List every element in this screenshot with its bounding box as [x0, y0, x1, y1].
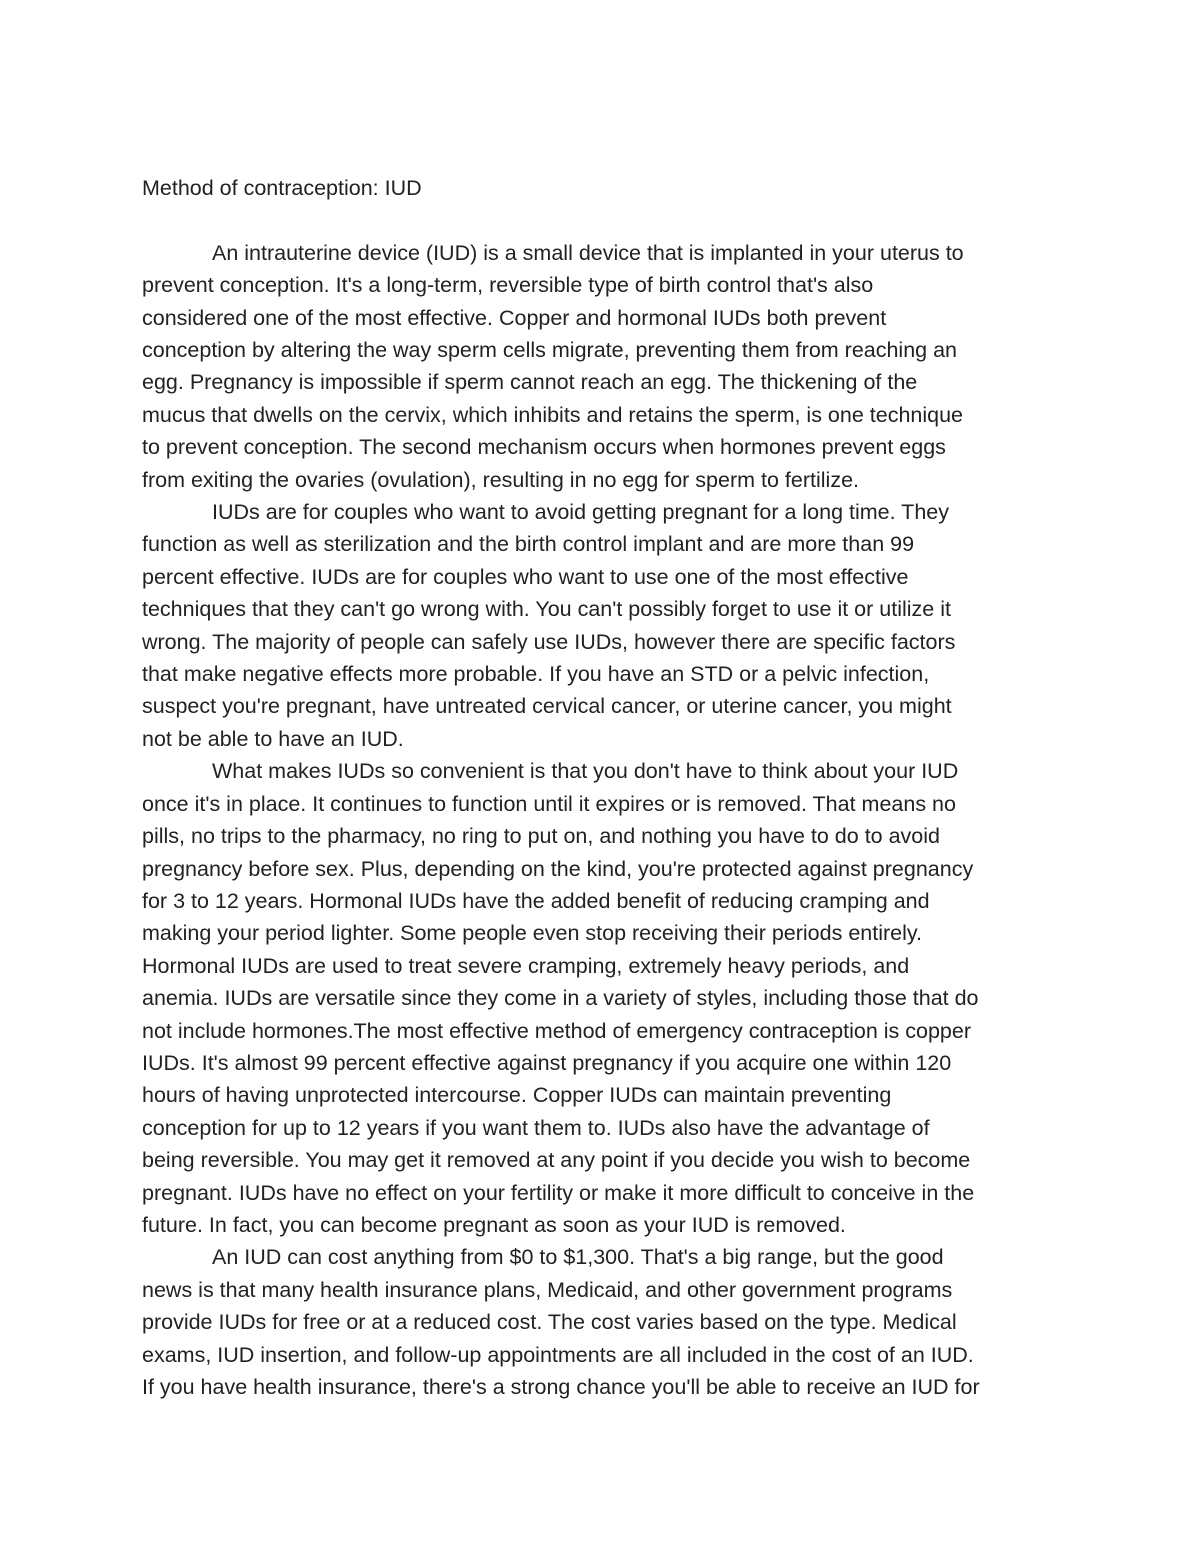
document-title: Method of contraception: IUD	[142, 176, 422, 200]
paragraph-cost: An IUD can cost anything from $0 to $1,300. That's a big range, but the good news is that many health insurance plans, Medicaid, and other government programs provide IUDs for free or at a reduced cost. The cost varies based on the type. Medical exams, IUD insertion, and follow-up appointments are all included in the cost of an IUD. If you have health insurance, there's a strong chance you'll be able to receive an IUD for	[142, 1245, 980, 1400]
document-body	[142, 172, 1062, 1403]
paragraph-convenience: What makes IUDs so convenient is that you don't have to think about your IUD once it's in place. It continues to function until it expires or is removed. That means no pills, no trips to the pharmacy, no ring to put on, and nothing you have to do to avoid pregnancy before sex. Plus, depending on the kind, you're protected against pregnancy for 3 to 12 years. Hormonal IUDs have the added benefit of reducing cramping and making your period lighter. Some people even stop receiving their periods entirely. Hormonal IUDs are used to treat severe cramping, extremely heavy periods, and anemia. IUDs are versatile since they come in a variety of styles, including those that do not include hormones.The most effective method of emergency contraception is copper IUDs. It's almost 99 percent effective against pregnancy if you acquire one within 120 hours of having unprotected intercourse. Copper IUDs can maintain preventing conception for up to 12 years if you want them to. IUDs also have the advantage of being reversible. You may get it removed at any point if you decide you wish to become pregnant. IUDs have no effect on your fertility or make it more difficult to conceive in the future. In fact, you can become pregnant as soon as your IUD is removed.	[142, 759, 979, 1237]
paragraph-iud-overview: An intrauterine device (IUD) is a small device that is implanted in your uterus to prevent conception. It's a long-term, reversible type of birth control that's also considered one of the most effective. Copper and hormonal IUDs both prevent conception by altering the way sperm cells migrate, preventing them from reaching an egg. Pregnancy is impossible if sperm cannot reach an egg. The thickening of the mucus that dwells on the cervix, which inhibits and retains the sperm, is one technique to prevent conception. The second mechanism occurs when hormones prevent eggs from exiting the ovaries (ovulation), resulting in no egg for sperm to fertilize.	[142, 240, 964, 492]
paragraph-who-should-use: IUDs are for couples who want to avoid getting pregnant for a long time. They function as well as sterilization and the birth control implant and are more than 99 percent effective. IUDs are for couples who want to use one of the most effective techniques that they can't go wrong with. You can't possibly forget to use it or utilize it wrong. The majority of people can safely use IUDs, however there are specific factors that make negative effects more probable. If you have an STD or a pelvic infection, suspect you're pregnant, have untreated cervical cancer, or uterine cancer, you might not be able to have an IUD.	[142, 500, 956, 751]
